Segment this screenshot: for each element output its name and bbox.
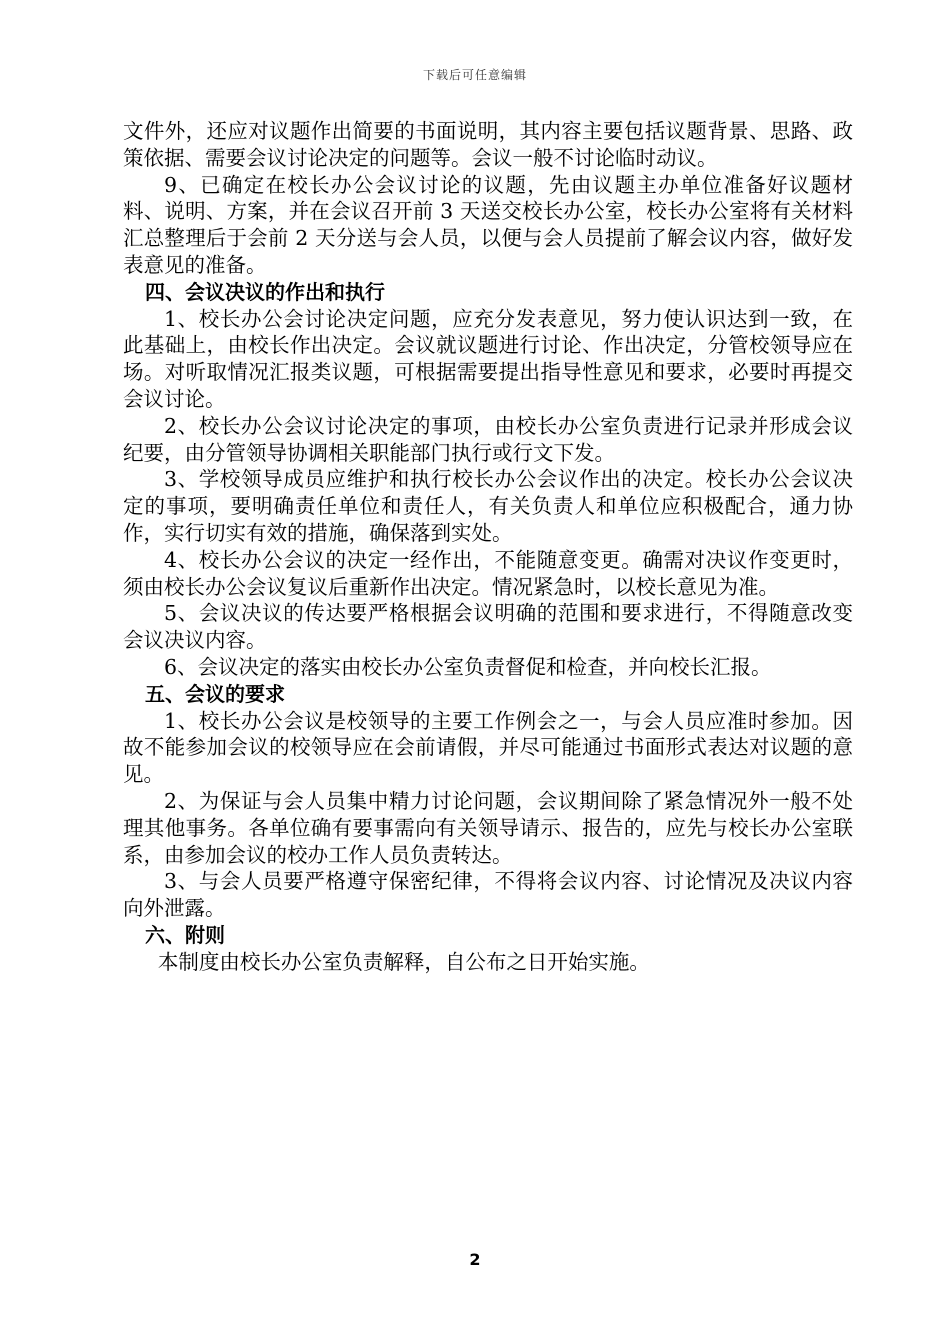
paragraph-closing: 本制度由校长办公室负责解释，自公布之日开始实施。 — [157, 949, 650, 974]
page-header: 下载后可任意编辑 — [422, 68, 527, 82]
paragraph-s4-item-5: 5、会议决议的传达要严格根据会议明确的范围和要求进行，不得随意改变会议决议内容。 — [123, 601, 853, 653]
section-heading-4: 四、会议决议的作出和执行 — [145, 279, 385, 304]
paragraph-s4-item-2: 2、校长办公会议讨论决定的事项，由校长办公室负责进行记录并形成会议纪要，由分管领导协调相关职能部门执行或行文下发。 — [123, 413, 853, 465]
paragraph-continuation: 文件外，还应对议题作出简要的书面说明，其内容主要包括议题背景、思路、政策依据、需要会议讨论决定的问题等。会议一般不讨论临时动议。 — [123, 119, 853, 170]
section-heading-6: 六、附则 — [145, 922, 225, 947]
paragraph-s4-item-6: 6、会议决定的落实由校长办公室负责督促和检查，并向校长汇报。 — [164, 654, 772, 679]
paragraph-item-9: 9、已确定在校长办公会议讨论的议题，先由议题主办单位准备好议题材料、说明、方案，并在会议召开前 3 天送交校长办公室，校长办公室将有关材料汇总整理后于会前 2 天分送与会人员，以便与会人员提前了解会议内容，做好发表意见的准备。 — [123, 172, 853, 277]
section-heading-5: 五、会议的要求 — [145, 681, 285, 706]
page-number: 2 — [469, 1250, 481, 1269]
paragraph-s5-item-1: 1、校长办公会议是校领导的主要工作例会之一，与会人员应准时参加。因故不能参加会议的校领导应在会前请假，并尽可能通过书面形式表达对议题的意见。 — [123, 708, 853, 787]
paragraph-s5-item-2: 2、为保证与会人员集中精力讨论问题，会议期间除了紧急情况外一般不处理其他事务。各单位确有要事需向有关领导请示、报告的，应先与校长办公室联系，由参加会议的校办工作人员负责转达。 — [123, 788, 853, 867]
paragraph-s4-item-1: 1、校长办公会讨论决定问题，应充分发表意见，努力使认识达到一致，在此基础上，由校长作出决定。会议就议题进行讨论、作出决定，分管校领导应在场。对听取情况汇报类议题，可根据需要提出指导性意见和要求，必要时再提交会议讨论。 — [123, 306, 853, 411]
document-body — [123, 118, 853, 976]
paragraph-s4-item-3: 3、学校领导成员应维护和执行校长办公会议作出的决定。校长办公会议决定的事项，要明确责任单位和责任人，有关负责人和单位应积极配合，通力协作，实行切实有效的措施，确保落到实处。 — [123, 467, 853, 545]
paragraph-s5-item-3: 3、与会人员要严格遵守保密纪律，不得将会议内容、讨论情况及决议内容向外泄露。 — [123, 869, 853, 921]
paragraph-s4-item-4: 4、校长办公会议的决定一经作出，不能随意变更。确需对决议作变更时，须由校长办公会议复议后重新作出决定。情况紧急时，以校长意见为准。 — [123, 547, 853, 599]
